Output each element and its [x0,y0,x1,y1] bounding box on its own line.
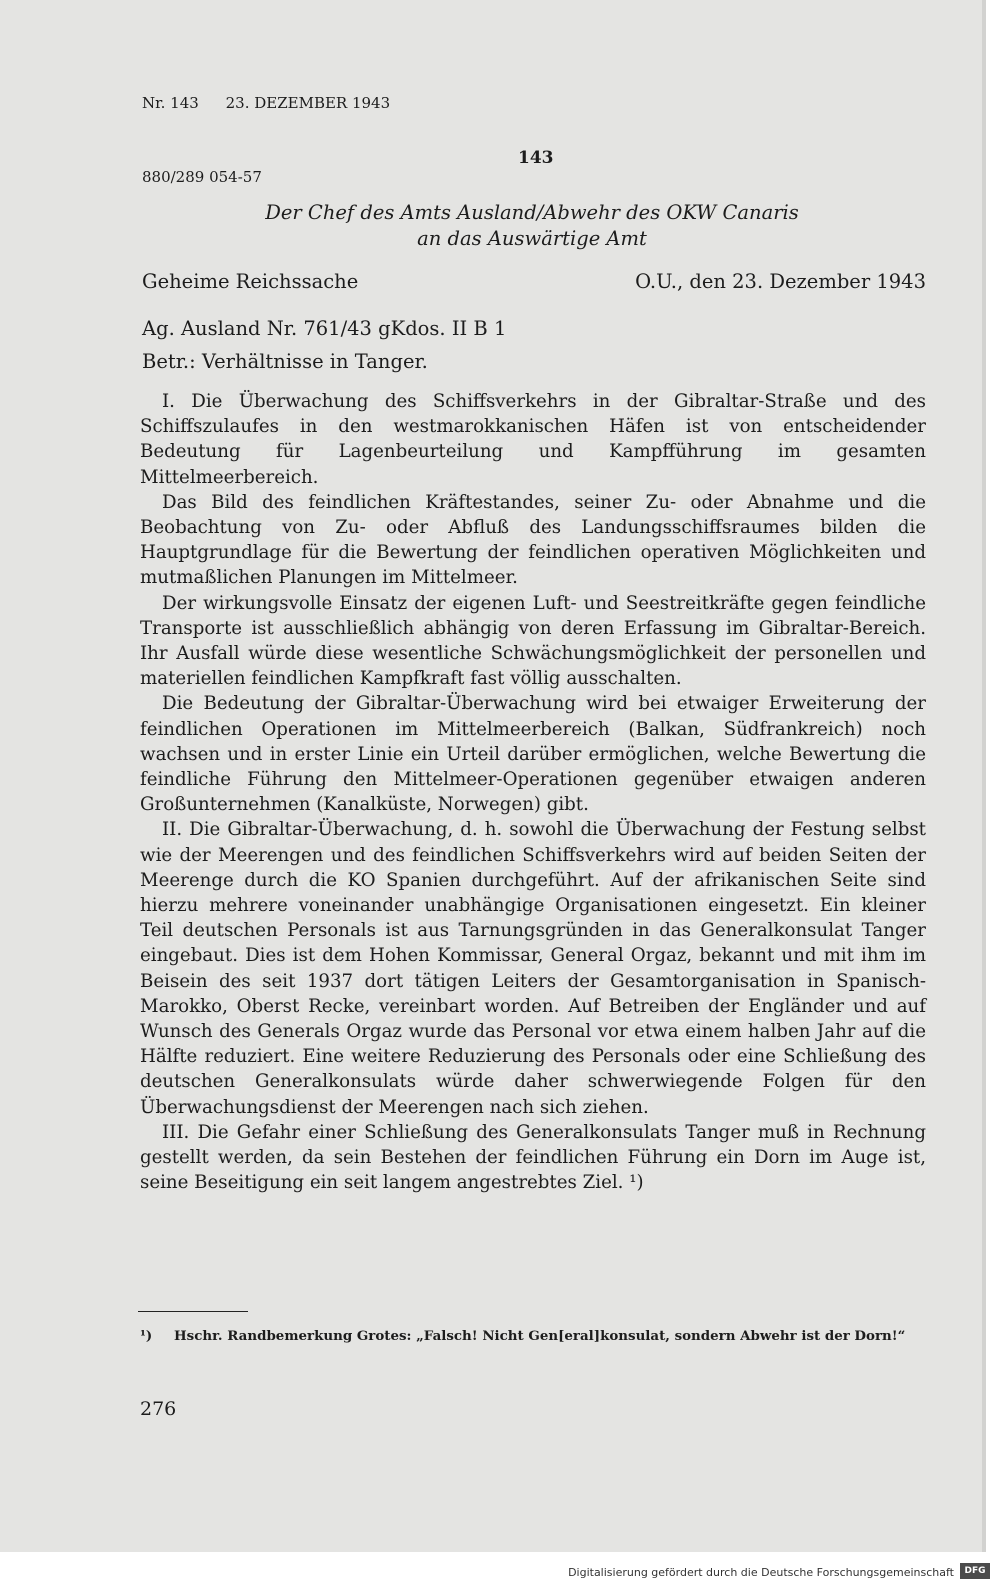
dfg-logo-icon: DFG [960,1563,990,1579]
running-head [142,94,412,112]
body-paragraph: Der wirkungsvolle Einsatz der eigenen Luft- und Seestreitkräfte gegen feindliche Transporte ist ausschließlich abhängig von deren Erfassung im Gibraltar-Bereich. Ihr Ausfall würde diese wesentliche Schwächungsmöglichkeit der personellen und materiellen feindlichen Kampfkraft fast völlig ausschalten. [140,592,926,690]
file-reference: Ag. Ausland Nr. 761/43 gKdos. II B 1 [142,317,507,340]
digitization-credit-bar [0,1552,1000,1586]
heading-line-sender: Der Chef des Amts Ausland/Abwehr des OKW Canaris [265,201,799,224]
body-paragraph: I. Die Überwachung des Schiffsverkehrs in der Gibraltar-Straße und des Schiffszulaufes in den westmarokkanischen Häfen ist von entscheidender Bedeutung für Lagenbeurteilung und Kampfführung im gesamten Mittelmeerbereich. [140,391,926,488]
document-body [140,389,926,1196]
body-paragraph: Das Bild des feindlichen Kräftestandes, seiner Zu- oder Abnahme und die Beobachtung von Zu- oder Abfluß des Landungsschiffsraumes bilden die Hauptgrundlage für die Bewertung der feindlichen operativen Möglichkeiten und mutmaßlichen Planungen im Mittelmeer. [140,491,926,589]
footnote-divider [138,1311,248,1312]
place-date: O.U., den 23. Dezember 1943 [635,270,926,293]
running-head-date: 23. DEZEMBER 1943 [225,94,391,112]
classification-row [142,270,926,293]
page-spine-shadow [982,0,986,1552]
body-paragraph: II. Die Gibraltar-Überwachung, d. h. sowohl die Überwachung der Festung selbst wie der Meerengen und des feindlichen Schiffsverkehrs wird auf beiden Seiten der Meerenge durch die KO Spanien durchgeführt. Auf der afrikanischen Seite sind hierzu mehrere voneinander unabhängige Organisationen eingesetzt. Ein kleiner Teil deutschen Personals ist aus Tarnungsgründen in das Generalkonsulat Tanger eingebaut. Dies ist dem Hohen Kommissar, General Orgaz, bekannt und mit ihm im Beisein des seit 1937 dort tätigen Leiters der Gesamtorganisation in Spanisch-Marokko, Oberst Recke, vereinbart worden. Auf Betreiben der Engländer und auf Wunsch des Generals Orgaz wurde das Personal vor etwa einem halben Jahr auf die Hälfte reduziert. Eine weitere Reduzierung des Personals oder eine Schließung des deutschen Generalkonsulats würde daher schwerwiegende Folgen für den Überwachungsdienst der Meerengen nach sich ziehen. [140,819,926,1118]
document-number: 143 [518,148,554,168]
running-head-number: Nr. 143 [142,94,199,112]
body-paragraph: Die Bedeutung der Gibraltar-Überwachung wird bei etwaiger Erweiterung der feindlichen Operationen im Mittelmeerbereich (Balkan, Südfrankreich) noch wachsen und in erster Linie ein Urteil darüber ermöglichen, welche Bewertung die feindliche Führung den Mittelmeer-Operationen gegenüber etwaigen anderen Großunternehmen (Kanalküste, Norwegen) gibt. [140,693,926,816]
heading-line-recipient: an das Auswärtige Amt [417,227,647,250]
classification: Geheime Reichssache [142,270,359,293]
credit-text: Digitalisierung gefördert durch die Deutsche Forschungsgemeinschaft [568,1566,954,1579]
footnote [140,1326,926,1346]
footnote-text: Hschr. Randbemerkung Grotes: „Falsch! Nicht Gen[eral]konsulat, sondern Abwehr ist der Dorn!“ [174,1328,906,1344]
footnote-marker: ¹) [140,1328,153,1344]
document-heading [142,200,922,252]
archive-reference: 880/289 054-57 [142,168,262,186]
page-number: 276 [140,1398,177,1420]
subject-line: Betr.: Verhältnisse in Tanger. [142,350,428,373]
body-paragraph: III. Die Gefahr einer Schließung des Generalkonsulats Tanger muß in Rechnung gestellt werden, da sein Bestehen der feindlichen Führung ein Dorn im Auge ist, seine Beseitigung ein seit langem angestrebtes Ziel. ¹) [140,1121,926,1194]
